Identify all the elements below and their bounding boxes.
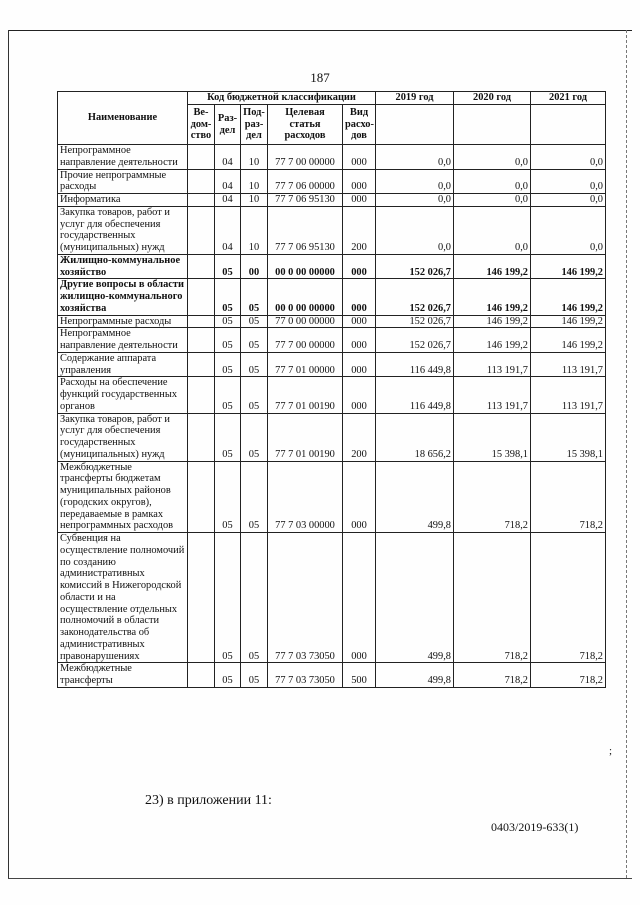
row-vedomstvo (188, 413, 215, 461)
row-podrazdel: 10 (241, 169, 268, 194)
row-expense-type: 000 (343, 533, 376, 663)
row-target-article: 77 7 01 00000 (268, 352, 343, 377)
row-value-2020: 146 199,2 (454, 279, 531, 315)
row-podrazdel: 10 (241, 145, 268, 170)
row-vedomstvo (188, 328, 215, 353)
row-razdel: 04 (215, 194, 241, 207)
row-razdel: 05 (215, 461, 241, 533)
header-2021: 2021 год (531, 92, 606, 105)
row-name: Субвенция на осуществление полномочий по созданию административных комиссий в Нижегородской области и на осуществление отдельных полномочий в области законодательства об административных правонарушениях (58, 533, 188, 663)
row-expense-type: 000 (343, 352, 376, 377)
row-value-2019: 152 026,7 (376, 279, 454, 315)
row-value-2021: 146 199,2 (531, 279, 606, 315)
row-value-2020: 113 191,7 (454, 377, 531, 413)
row-value-2021: 718,2 (531, 663, 606, 688)
row-vedomstvo (188, 169, 215, 194)
row-expense-type: 000 (343, 377, 376, 413)
row-value-2020: 146 199,2 (454, 254, 531, 279)
row-value-2019: 116 449,8 (376, 352, 454, 377)
table-row (58, 254, 606, 279)
row-vedomstvo (188, 145, 215, 170)
row-podrazdel: 05 (241, 663, 268, 688)
row-vedomstvo (188, 461, 215, 533)
row-podrazdel: 10 (241, 194, 268, 207)
row-name: Закупка товаров, работ и услуг для обеспечения государственных (муниципальных) нужд (58, 413, 188, 461)
row-podrazdel: 05 (241, 279, 268, 315)
row-value-2020: 0,0 (454, 194, 531, 207)
row-expense-type: 500 (343, 663, 376, 688)
table-row (58, 328, 606, 353)
row-name: Закупка товаров, работ и услуг для обеспечения государственных (муниципальных) нужд (58, 206, 188, 254)
header-2019: 2019 год (376, 92, 454, 105)
table-body (58, 145, 606, 688)
row-value-2019: 499,8 (376, 533, 454, 663)
row-value-2021: 146 199,2 (531, 254, 606, 279)
row-value-2019: 18 656,2 (376, 413, 454, 461)
row-expense-type: 000 (343, 315, 376, 328)
row-expense-type: 000 (343, 279, 376, 315)
row-value-2021: 146 199,2 (531, 315, 606, 328)
header-celevaya: Целевая статья расходов (268, 105, 343, 145)
row-value-2020: 146 199,2 (454, 328, 531, 353)
row-value-2021: 113 191,7 (531, 352, 606, 377)
table-row (58, 461, 606, 533)
row-expense-type: 000 (343, 145, 376, 170)
row-name: Содержание аппарата управления (58, 352, 188, 377)
trailing-semicolon: ; (609, 745, 613, 757)
row-expense-type: 200 (343, 206, 376, 254)
header-2021-blank (531, 105, 606, 145)
row-value-2019: 499,8 (376, 461, 454, 533)
row-target-article: 77 7 03 73050 (268, 533, 343, 663)
row-name: Непрограммные расходы (58, 315, 188, 328)
row-vedomstvo (188, 315, 215, 328)
appendix-line: 23) в приложении 11: (145, 793, 272, 808)
row-value-2021: 146 199,2 (531, 328, 606, 353)
row-razdel: 05 (215, 377, 241, 413)
row-vedomstvo (188, 279, 215, 315)
row-vedomstvo (188, 533, 215, 663)
row-podrazdel: 00 (241, 254, 268, 279)
row-value-2020: 15 398,1 (454, 413, 531, 461)
row-target-article: 77 7 03 73050 (268, 663, 343, 688)
page-number: 187 (310, 70, 330, 85)
row-value-2021: 0,0 (531, 206, 606, 254)
row-value-2020: 113 191,7 (454, 352, 531, 377)
row-value-2019: 0,0 (376, 206, 454, 254)
row-name: Непрограммное направление деятельности (58, 145, 188, 170)
row-target-article: 77 7 06 95130 (268, 194, 343, 207)
row-expense-type: 000 (343, 169, 376, 194)
row-name: Межбюджетные трансферты бюджетам муниципальных районов (городских округов), передаваемые в рамках непрограммных расходов (58, 461, 188, 533)
row-podrazdel: 05 (241, 413, 268, 461)
row-razdel: 04 (215, 145, 241, 170)
row-razdel: 05 (215, 533, 241, 663)
row-name: Прочие непрограммные расходы (58, 169, 188, 194)
row-razdel: 05 (215, 328, 241, 353)
row-value-2020: 718,2 (454, 663, 531, 688)
row-name: Информатика (58, 194, 188, 207)
table-header-row-1 (58, 92, 606, 105)
row-name: Жилищно-коммунальное хозяйство (58, 254, 188, 279)
table-row (58, 145, 606, 170)
header-vedomstvo: Ве- дом- ство (188, 105, 215, 145)
row-value-2019: 0,0 (376, 194, 454, 207)
table-row (58, 533, 606, 663)
row-value-2021: 718,2 (531, 461, 606, 533)
table-row (58, 663, 606, 688)
row-expense-type: 200 (343, 413, 376, 461)
row-razdel: 05 (215, 279, 241, 315)
row-expense-type: 000 (343, 254, 376, 279)
row-value-2021: 0,0 (531, 194, 606, 207)
row-target-article: 77 7 06 95130 (268, 206, 343, 254)
row-podrazdel: 05 (241, 533, 268, 663)
header-podrazdel: Под- раз- дел (241, 105, 268, 145)
row-value-2019: 152 026,7 (376, 254, 454, 279)
row-value-2019: 152 026,7 (376, 315, 454, 328)
row-expense-type: 000 (343, 461, 376, 533)
table-row (58, 206, 606, 254)
row-value-2020: 0,0 (454, 206, 531, 254)
row-value-2021: 718,2 (531, 533, 606, 663)
header-razdel: Раз- дел (215, 105, 241, 145)
header-code-group: Код бюджетной классификации (188, 92, 376, 105)
row-value-2020: 718,2 (454, 533, 531, 663)
row-razdel: 05 (215, 315, 241, 328)
row-expense-type: 000 (343, 194, 376, 207)
row-name: Расходы на обеспечение функций государственных органов (58, 377, 188, 413)
header-2019-blank (376, 105, 454, 145)
row-value-2019: 152 026,7 (376, 328, 454, 353)
header-name: Наименование (58, 92, 188, 145)
table-row (58, 377, 606, 413)
row-value-2019: 499,8 (376, 663, 454, 688)
row-razdel: 04 (215, 169, 241, 194)
row-podrazdel: 05 (241, 352, 268, 377)
table-row (58, 279, 606, 315)
row-target-article: 77 7 00 00000 (268, 328, 343, 353)
row-podrazdel: 10 (241, 206, 268, 254)
row-razdel: 05 (215, 352, 241, 377)
row-value-2019: 0,0 (376, 145, 454, 170)
header-2020-blank (454, 105, 531, 145)
row-value-2021: 113 191,7 (531, 377, 606, 413)
row-value-2020: 0,0 (454, 145, 531, 170)
row-podrazdel: 05 (241, 328, 268, 353)
row-value-2020: 146 199,2 (454, 315, 531, 328)
row-target-article: 77 7 00 00000 (268, 145, 343, 170)
row-target-article: 77 7 01 00190 (268, 377, 343, 413)
row-razdel: 05 (215, 254, 241, 279)
header-vid: Вид расхо- дов (343, 105, 376, 145)
row-vedomstvo (188, 206, 215, 254)
row-value-2019: 116 449,8 (376, 377, 454, 413)
row-value-2021: 15 398,1 (531, 413, 606, 461)
row-name: Непрограммное направление деятельности (58, 328, 188, 353)
row-target-article: 00 0 00 00000 (268, 254, 343, 279)
table-row (58, 352, 606, 377)
row-vedomstvo (188, 377, 215, 413)
row-value-2020: 718,2 (454, 461, 531, 533)
row-razdel: 05 (215, 663, 241, 688)
header-2020: 2020 год (454, 92, 531, 105)
row-target-article: 77 7 01 00190 (268, 413, 343, 461)
table-row (58, 413, 606, 461)
row-razdel: 04 (215, 206, 241, 254)
row-target-article: 77 7 03 00000 (268, 461, 343, 533)
table-row (58, 194, 606, 207)
row-podrazdel: 05 (241, 461, 268, 533)
table-row (58, 315, 606, 328)
row-value-2019: 0,0 (376, 169, 454, 194)
row-vedomstvo (188, 194, 215, 207)
row-podrazdel: 05 (241, 377, 268, 413)
row-value-2021: 0,0 (531, 169, 606, 194)
row-name: Другие вопросы в области жилищно-коммунального хозяйства (58, 279, 188, 315)
budget-table (57, 91, 606, 688)
table-row (58, 169, 606, 194)
row-vedomstvo (188, 663, 215, 688)
row-razdel: 05 (215, 413, 241, 461)
page-left-border (8, 30, 9, 878)
row-value-2021: 0,0 (531, 145, 606, 170)
row-target-article: 77 7 06 00000 (268, 169, 343, 194)
row-vedomstvo (188, 352, 215, 377)
row-value-2020: 0,0 (454, 169, 531, 194)
page-top-border (8, 30, 632, 31)
row-target-article: 00 0 00 00000 (268, 279, 343, 315)
page-right-border (626, 30, 627, 878)
row-target-article: 77 0 00 00000 (268, 315, 343, 328)
page-bottom-border (8, 878, 632, 879)
row-podrazdel: 05 (241, 315, 268, 328)
row-expense-type: 000 (343, 328, 376, 353)
row-name: Межбюджетные трансферты (58, 663, 188, 688)
document-code: 0403/2019-633(1) (491, 820, 579, 834)
row-vedomstvo (188, 254, 215, 279)
